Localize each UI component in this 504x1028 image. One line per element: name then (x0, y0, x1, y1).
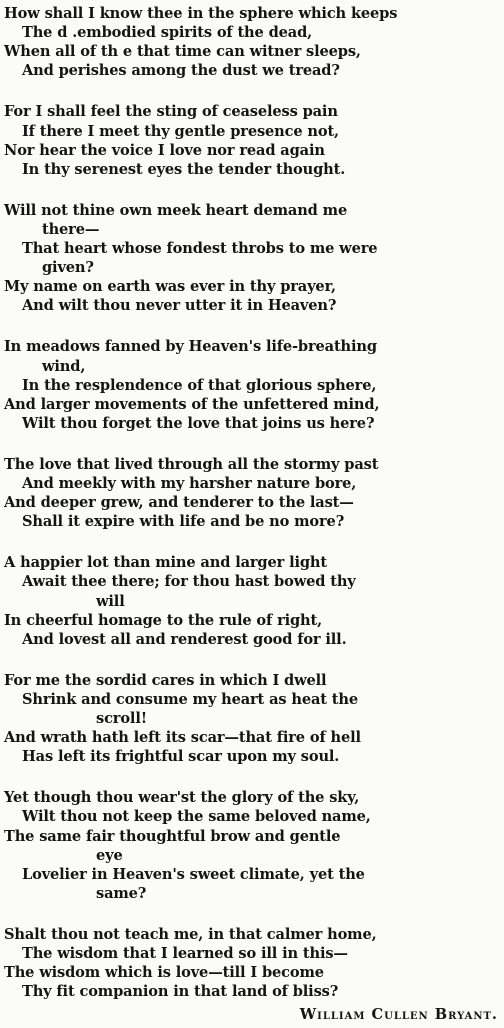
poem-line: same? (96, 884, 147, 902)
poem-line: Thy fit companion in that land of bliss? (22, 983, 339, 1001)
poem-line: How shall I know thee in the sphere which keeps (4, 5, 398, 22)
poem-line: Will not thine own meek heart demand me (4, 201, 348, 219)
poem-line: For me the sordid cares in which I dwell (4, 671, 327, 689)
poem-line: The wisdom that I learned so ill in this— (22, 945, 348, 962)
poem-line: Wilt thou not keep the same beloved name, (22, 808, 371, 826)
poem-line: The love that lived through all the stormy past (4, 455, 379, 473)
poem-line: Wilt thou forget the love that joins us here? (22, 414, 375, 432)
poem-line: In cheerful homage to the rule of right, (4, 611, 323, 629)
poem-line: A happier lot than mine and larger light (4, 554, 327, 572)
poem-line: In meadows fanned by Heaven's life-breathing (4, 338, 377, 356)
poem-line: Shall it expire with life and be no more? (22, 513, 345, 531)
poem-line: Lovelier in Heaven's sweet climate, yet the (22, 865, 365, 883)
poem-line: And perishes among the dust we tread? (22, 62, 340, 80)
poem-line: And meekly with my harsher nature bore, (22, 475, 357, 492)
poem-line: The d .embodied spirits of the dead, (22, 24, 313, 42)
poem-line: In thy serenest eyes the tender thought. (22, 160, 346, 178)
poem-line: And lovest all and renderest good for ill. (22, 630, 347, 648)
poem-line: Shrink and consume my heart as heat the (22, 690, 358, 708)
poem-line: And wilt thou never utter it in Heaven? (22, 297, 337, 315)
poem-line: will (96, 592, 125, 610)
poem-line: In the resplendence of that glorious sphere, (22, 376, 377, 394)
poem-line: Yet though thou wear'st the glory of the sky, (4, 789, 360, 807)
poem-line: And deeper grew, and tenderer to the last— (4, 494, 354, 512)
poem-line: given? (42, 259, 94, 277)
poem-line: And larger movements of the unfettered mind, (4, 395, 380, 413)
poem-line: The same fair thoughtful brow and gentle (4, 827, 341, 845)
poem-line: If there I meet thy gentle presence not, (22, 122, 339, 140)
poem-line: And wrath hath left its scar—that fire of hell (4, 729, 361, 747)
poem-line: wind, (42, 357, 86, 375)
poem-line: Await thee there; for thou hast bowed thy (22, 573, 356, 591)
poem-line: Shalt thou not teach me, in that calmer home, (4, 925, 377, 943)
poem-line: My name on earth was ever in thy prayer, (4, 278, 336, 296)
poem-line: That heart whose fondest throbs to me were (22, 240, 378, 257)
poem-line: Nor hear the voice I love nor read again (4, 141, 325, 159)
poem-line: The wisdom which is love—till I become (4, 964, 324, 982)
poem-attribution: William Cullen Bryant. (299, 1006, 498, 1024)
poem-line: Has left its frightful scar upon my soul. (22, 748, 340, 766)
poem-line: scroll! (96, 710, 147, 727)
poem-line: For I shall feel the sting of ceaseless pain (4, 103, 338, 121)
poem-line: eye (96, 846, 123, 864)
poem-line: there— (42, 220, 100, 238)
poem-line: When all of th e that time can witner sleeps, (4, 43, 361, 61)
